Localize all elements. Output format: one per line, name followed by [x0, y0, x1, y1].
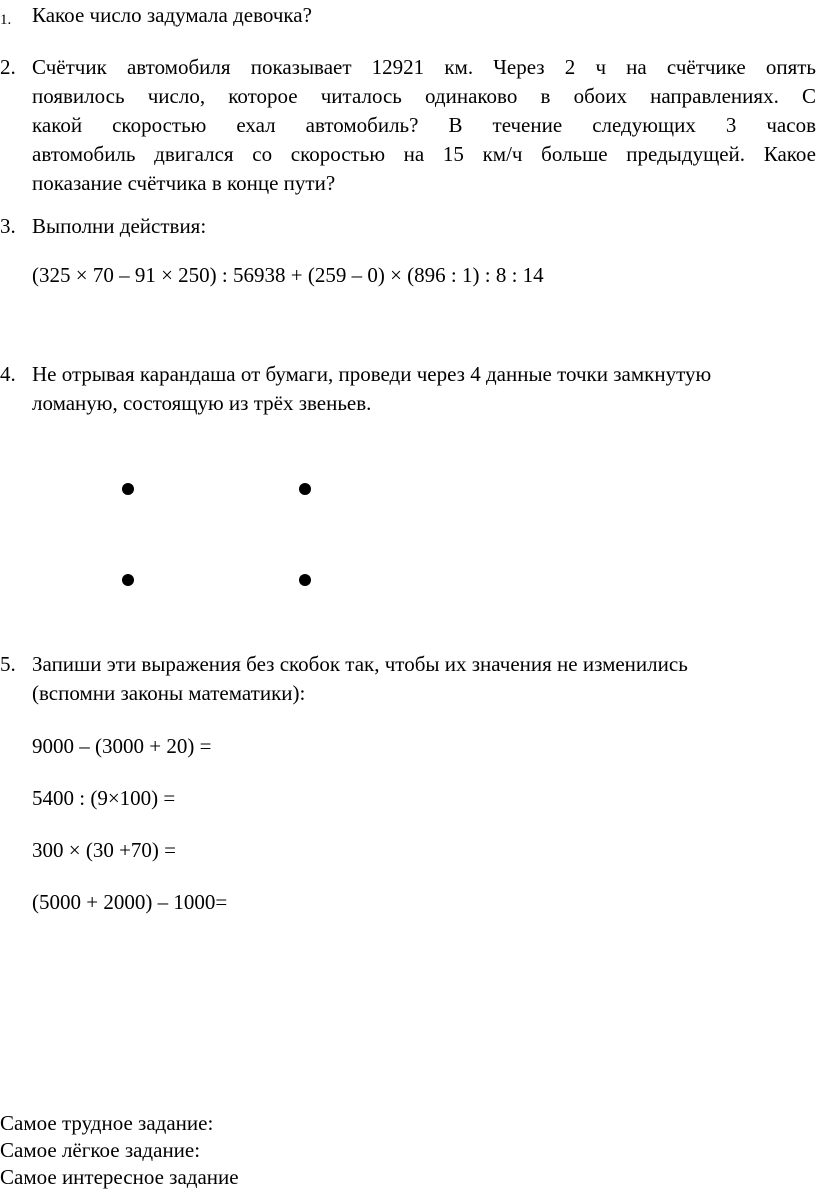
math-expression: (5000 + 2000) – 1000= [32, 890, 228, 914]
task-text-line: Не отрывая карандаша от бумаги, проведи через 4 данные точки замкнутую [32, 362, 712, 386]
task-text-line: показание счётчика в конце пути? [32, 171, 336, 195]
task-text-line: (вспомни законы математики): [32, 681, 306, 705]
task-text-line: появилось число, которое читалось одинаково в обоих направлениях. С [32, 84, 816, 108]
task-number: 1. [0, 12, 12, 28]
task-number: 5. [0, 652, 16, 676]
point-dot [299, 574, 311, 586]
task-text-line: автомобиль двигался со скоростью на 15 км/ч больше предыдущей. Какое [32, 142, 816, 166]
math-expression: 300 × (30 +70) = [32, 838, 177, 862]
point-dot [299, 483, 311, 495]
task-text-line: Запиши эти выражения без скобок так, чтобы их значения не изменились [32, 652, 688, 676]
math-expression: 5400 : (9×100) = [32, 786, 176, 810]
task-text: Какое число задумала девочка? [32, 3, 312, 27]
footer-line: Самое лёгкое задание: [0, 1138, 201, 1162]
math-expression: (325 × 70 – 91 × 250) : 56938 + (259 – 0) × (896 : 1) : 8 : 14 [32, 263, 544, 287]
task-number: 4. [0, 362, 16, 386]
task-number: 2. [0, 55, 16, 79]
footer-line: Самое трудное задание: [0, 1111, 214, 1135]
point-dot [122, 483, 134, 495]
task-text-line: Счётчик автомобиля показывает 12921 км. Через 2 ч на счётчике опять [32, 55, 816, 79]
point-dot [122, 574, 134, 586]
task-number: 3. [0, 214, 16, 238]
task-text: Выполни действия: [32, 214, 207, 238]
task-text-line: какой скоростью ехал автомобиль? В течение следующих 3 часов [32, 113, 816, 137]
task-text-line: ломаную, состоящую из трёх звеньев. [32, 391, 372, 415]
math-expression: 9000 – (3000 + 20) = [32, 734, 212, 758]
footer-line: Самое интересное задание [0, 1165, 239, 1189]
